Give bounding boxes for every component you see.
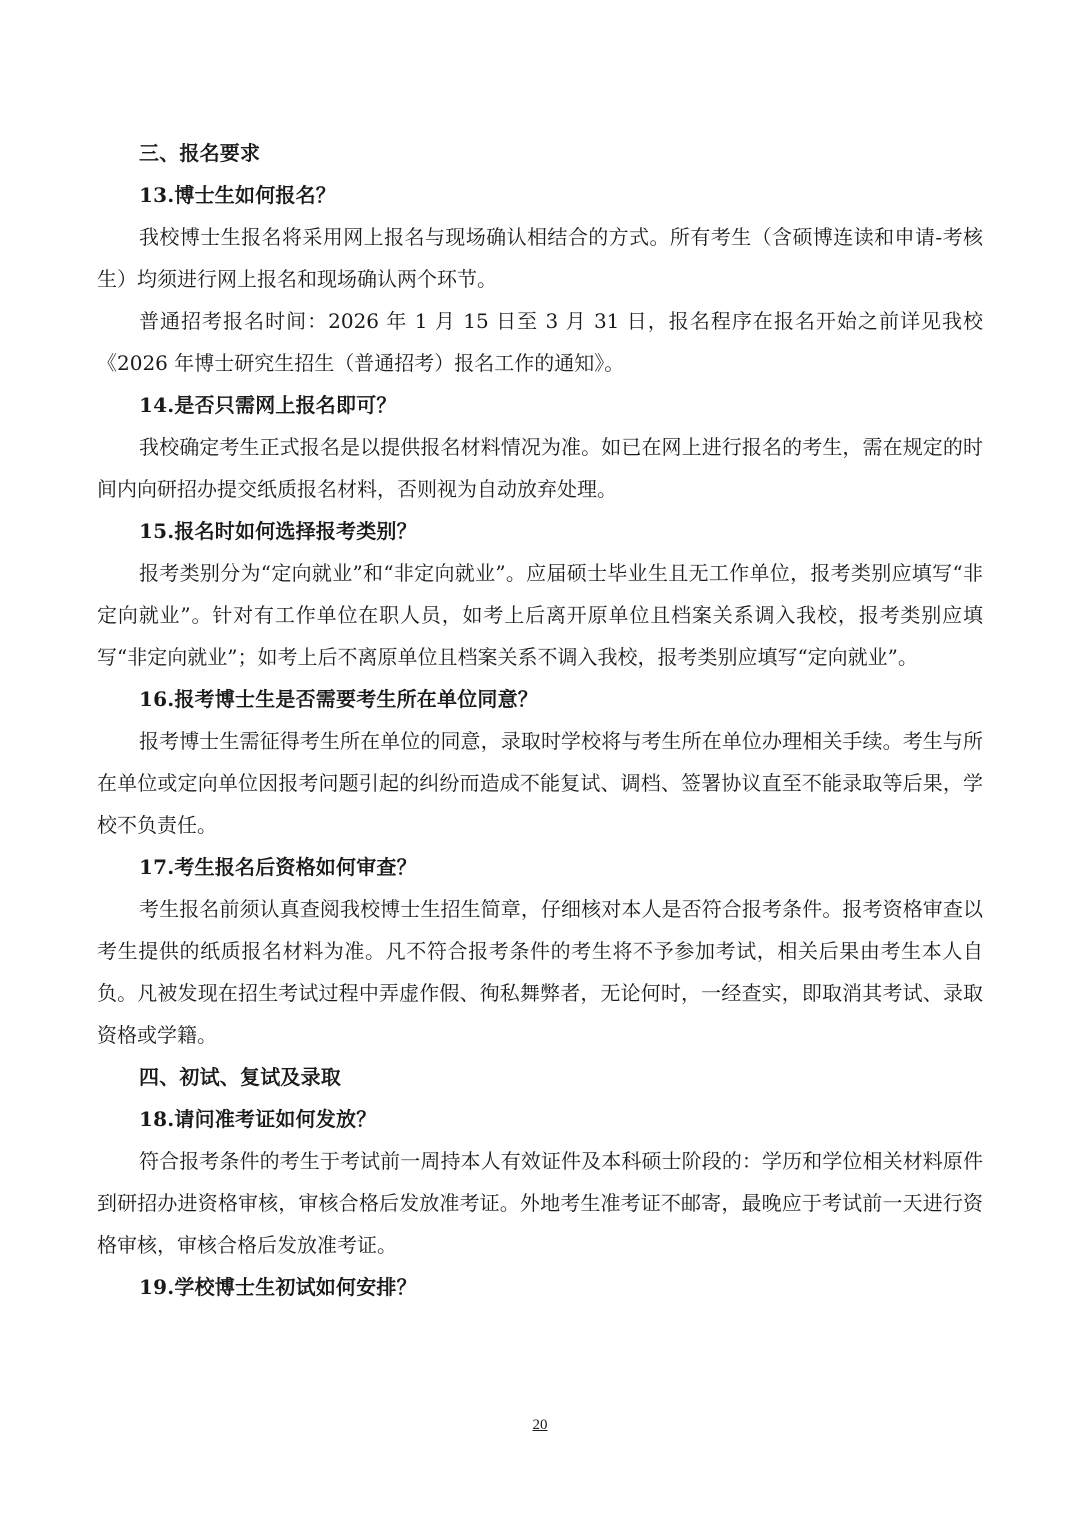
page-content xyxy=(97,132,983,1308)
question-heading: 14.是否只需网上报名即可？ xyxy=(139,393,397,417)
answer-paragraph: 符合报考条件的考生于考试前一周持本人有效证件及本科硕士阶段的：学历和学位相关材料原件到研招办进资格审核，审核合格后发放准考证。外地考生准考证不邮寄，最晚应于考试前一天进行资格审核，审核合格后发放准考证。 xyxy=(97,1149,983,1257)
section-heading: 三、报名要求 xyxy=(139,141,261,165)
question-heading: 18.请问准考证如何发放？ xyxy=(139,1107,377,1131)
page-number: 20 xyxy=(532,1417,548,1433)
question-heading: 19.学校博士生初试如何安排？ xyxy=(139,1275,417,1299)
answer-paragraph: 考生报名前须认真查阅我校博士生招生简章，仔细核对本人是否符合报考条件。报考资格审查以考生提供的纸质报名材料为准。凡不符合报考条件的考生将不予参加考试，相关后果由考生本人自负。凡被发现在招生考试过程中弄虚作假、徇私舞弊者，无论何时，一经查实，即取消其考试、录取资格或学籍。 xyxy=(97,897,983,1047)
question-heading: 16.报考博士生是否需要考生所在单位同意？ xyxy=(139,687,538,711)
answer-paragraph: 普通招考报名时间：2026 年 1 月 15 日至 3 月 31 日，报名程序在报名开始之前详见我校《2026 年博士研究生招生（普通招考）报名工作的通知》。 xyxy=(97,309,983,375)
answer-paragraph: 我校博士生报名将采用网上报名与现场确认相结合的方式。所有考生（含硕博连读和申请-考核生）均须进行网上报名和现场确认两个环节。 xyxy=(97,225,983,291)
answer-paragraph: 我校确定考生正式报名是以提供报名材料情况为准。如已在网上进行报名的考生，需在规定的时间内向研招办提交纸质报名材料，否则视为自动放弃处理。 xyxy=(97,435,983,501)
question-heading: 15.报名时如何选择报考类别？ xyxy=(139,519,417,543)
answer-paragraph: 报考类别分为“定向就业”和“非定向就业”。应届硕士毕业生且无工作单位，报考类别应填写“非定向就业”。针对有工作单位在职人员，如考上后离开原单位且档案关系调入我校，报考类别应填写“非定向就业”；如考上后不离原单位且档案关系不调入我校，报考类别应填写“定向就业”。 xyxy=(97,561,983,669)
answer-paragraph: 报考博士生需征得考生所在单位的同意，录取时学校将与考生所在单位办理相关手续。考生与所在单位或定向单位因报考问题引起的纠纷而造成不能复试、调档、签署协议直至不能录取等后果，学校不负责任。 xyxy=(97,729,983,837)
question-heading: 13.博士生如何报名？ xyxy=(139,183,336,207)
section-heading: 四、初试、复试及录取 xyxy=(139,1065,341,1089)
question-heading: 17.考生报名后资格如何审查？ xyxy=(139,855,417,879)
